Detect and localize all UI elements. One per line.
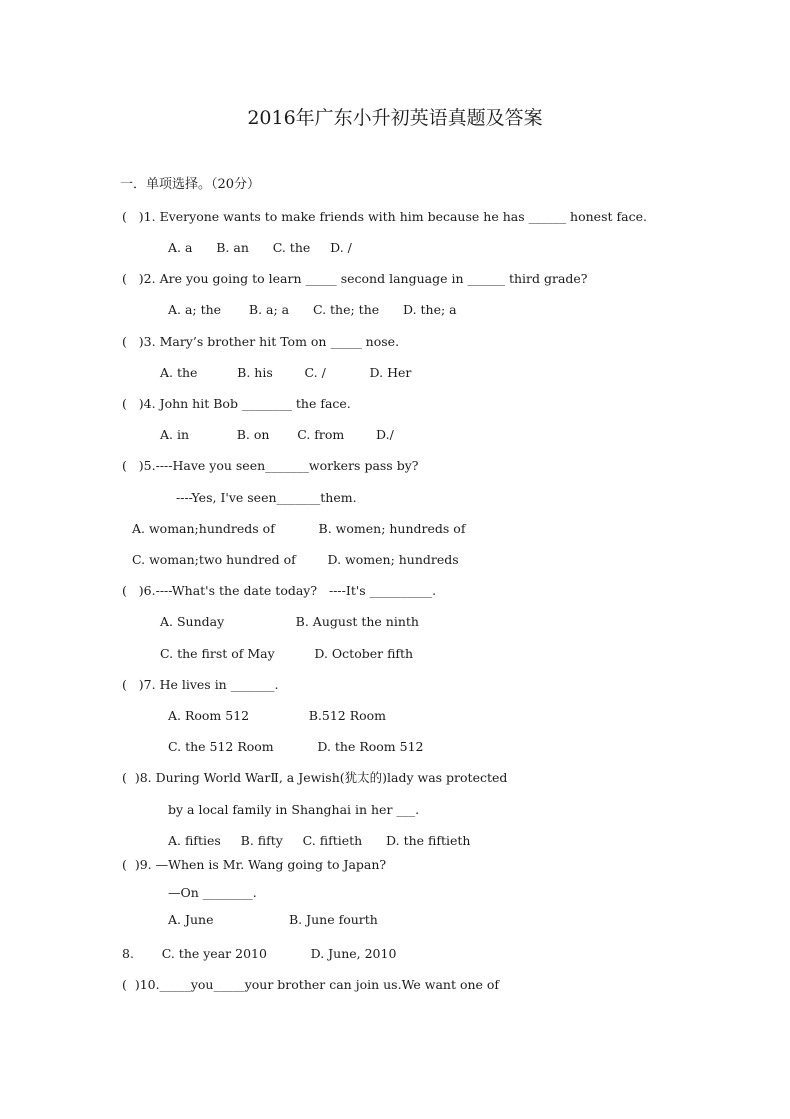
question-6-options-ab: A. Sunday B. August the ninth — [160, 614, 419, 629]
question-4-options: A. in B. on C. from D./ — [160, 427, 394, 442]
question-9-options-ab: A. June B. June fourth — [168, 912, 378, 927]
question-8-continued: by a local family in Shanghai in her ___. — [168, 802, 420, 817]
question-4: ( )4. John hit Bob ________ the face. — [122, 396, 351, 411]
question-10: ( )10._____you_____your brother can join us.We want one of — [122, 977, 500, 992]
question-8-options: A. fifties B. fifty C. fiftieth D. the fiftieth — [168, 833, 471, 848]
question-2: ( )2. Are you going to learn _____ second language in ______ third grade? — [122, 271, 588, 286]
question-1: ( )1. Everyone wants to make friends with him because he has ______ honest face. — [122, 209, 647, 224]
question-1-options: A. a B. an C. the D. / — [168, 240, 352, 255]
question-2-options: A. a; the B. a; a C. the; the D. the; a — [168, 302, 457, 317]
question-6-options-cd: C. the first of May D. October fifth — [160, 646, 414, 661]
question-5-reply: ----Yes, I've seen_______them. — [176, 490, 357, 505]
question-7-options-ab: A. Room 512 B.512 Room — [168, 708, 387, 723]
question-5: ( )5.----Have you seen_______workers pass by? — [122, 458, 419, 473]
page-title: 2016年广东小升初英语真题及答案 — [247, 107, 543, 129]
section-heading: 一．单项选择。（20分） — [120, 177, 261, 192]
question-5-options-cd: C. woman;two hundred of D. women; hundreds — [132, 552, 459, 567]
question-3: ( )3. Mary’s brother hit Tom on _____ nose. — [122, 334, 400, 349]
question-5-options-ab: A. woman;hundreds of B. women; hundreds of — [132, 521, 466, 536]
question-9-options-cd: 8. C. the year 2010 D. June, 2010 — [122, 946, 397, 961]
question-9-reply: —On ________. — [168, 885, 257, 900]
question-7: ( )7. He lives in _______. — [122, 677, 279, 692]
question-7-options-cd: C. the 512 Room D. the Room 512 — [168, 739, 424, 754]
question-6: ( )6.----What's the date today? ----It's __________. — [122, 583, 437, 598]
question-3-options: A. the B. his C. / D. Her — [160, 365, 412, 380]
question-8: ( )8. During World WarⅡ, a Jewish(犹太的)lady was protected — [122, 770, 508, 785]
question-9: ( )9. —When is Mr. Wang going to Japan? — [122, 857, 387, 872]
